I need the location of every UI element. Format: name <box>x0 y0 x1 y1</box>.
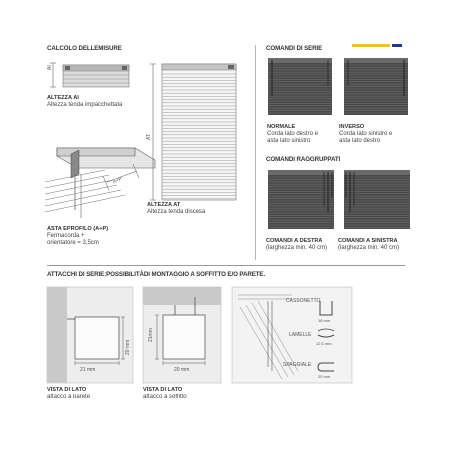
ceiling-width-label: 20 mm <box>174 367 190 373</box>
ap-dimension-label: A+P <box>112 175 124 186</box>
section-rule <box>47 265 405 266</box>
wall-height-label: 20 mm <box>125 339 131 355</box>
wall-title: VISTA DI LATO <box>47 387 87 393</box>
spaggiale-label: SPAGGIALE <box>283 362 312 368</box>
right-desc: (larghezza min. 40 cm) <box>266 245 328 251</box>
accent-stripe <box>352 44 402 47</box>
rod-profile-diagram <box>45 138 155 224</box>
ceiling-title: VISTA DI LATO <box>143 387 183 393</box>
measures-title: CALCOLO DELLEMISURE <box>47 45 122 52</box>
ai-dimension-label: AI <box>47 65 53 70</box>
left-desc: (larghezza min. 40 cm) <box>338 245 400 251</box>
grouped-title: COMANDI RAGGRUPPATI <box>266 156 341 163</box>
ai-desc: Altezza tenda impacchettata <box>47 102 123 108</box>
at-dimension-label: AT <box>146 133 152 140</box>
ai-title: ALTEZZA AI <box>47 95 79 101</box>
right-command-blind <box>266 168 336 234</box>
packed-blind-diagram <box>45 60 145 100</box>
cassonetto-label: CASSONETTO <box>286 298 321 304</box>
at-title: ALTEZZA AT <box>147 202 181 208</box>
ap-title: ASTA EPROFILO (A+P) <box>47 226 109 232</box>
wall-desc: attacco a parete <box>47 394 91 398</box>
mounts-title: ATTACCHI DI SERIE:POSSIBILITÀDI MONTAGGIO A SOFFITTO E/O PARETE. <box>47 271 266 278</box>
ap-desc: Fermacorda + orientatore = 3,5cm <box>47 233 99 246</box>
cassonetto-dim: 18 mm <box>318 318 331 323</box>
right-title: COMANDI A DESTRA <box>266 238 323 244</box>
normal-title: NORMALE <box>267 124 296 130</box>
lamelle-dim: 12,5 mm <box>316 341 332 346</box>
ceiling-height-label: 21mm <box>148 328 154 342</box>
inverse-title: INVERSO <box>339 124 365 130</box>
wall-width-label: 21 mm <box>80 367 96 373</box>
left-title: COMANDI A SINISTRA <box>338 238 398 244</box>
normal-desc: Corda lato destro e asta lato sinistro <box>267 131 319 144</box>
commands-title: COMANDI DI SERIE <box>266 45 323 52</box>
inverse-command-blind <box>342 56 410 122</box>
at-desc: Altezza tenda discesa <box>147 209 206 215</box>
normal-command-blind <box>266 56 334 122</box>
lamelle-label: LAMELLE <box>289 332 312 338</box>
inverse-desc: Corda lato sinistro e asta lato destro <box>339 131 393 144</box>
tall-blind-diagram <box>150 60 242 200</box>
ceiling-desc: attacco a soffitto <box>143 394 187 398</box>
left-command-blind <box>342 168 412 234</box>
column-divider <box>255 45 256 260</box>
spaggiale-dim: 20 mm <box>318 374 331 379</box>
